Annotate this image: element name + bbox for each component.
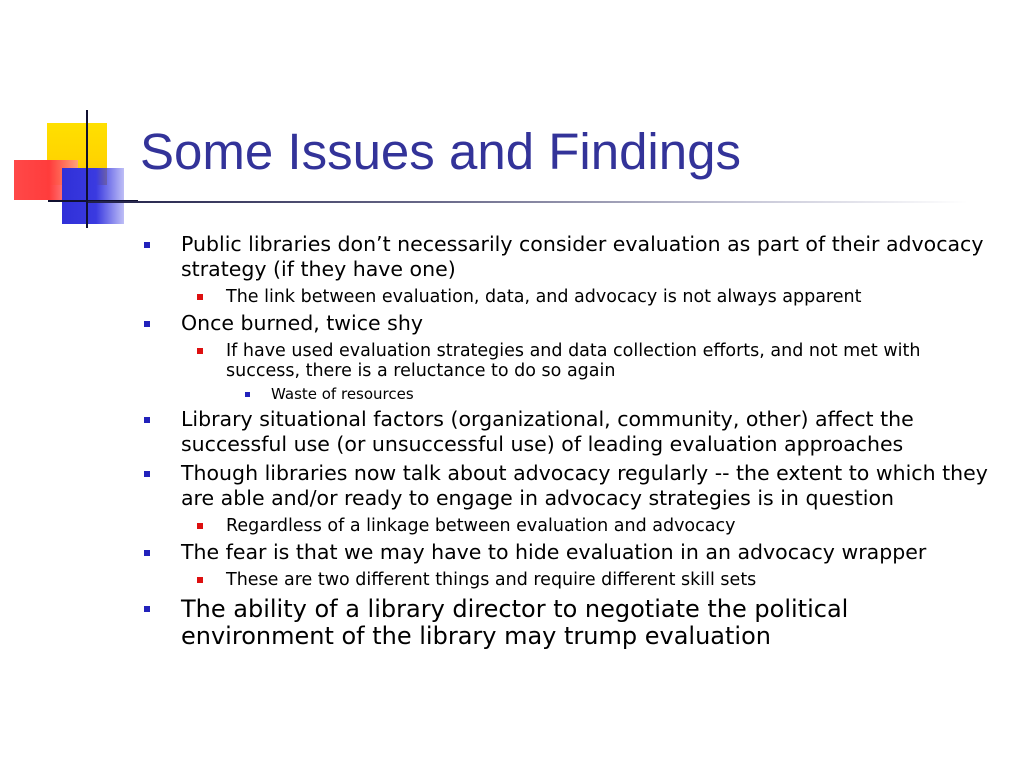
bullet-item: [140, 596, 1000, 650]
bullet-text: Once burned, twice shy: [181, 311, 423, 335]
bullet-text: Waste of resources: [271, 385, 414, 403]
bullet-item: [140, 311, 1000, 336]
slide-bullet-list: [140, 228, 1000, 650]
slide-title: Some Issues and Findings: [140, 123, 741, 180]
bullet-text: Public libraries don’t necessarily consider evaluation as part of their advocacy strategy (if they have one): [181, 232, 984, 281]
bullet-item: [140, 407, 1000, 457]
bullet-text: The link between evaluation, data, and advocacy is not always apparent: [226, 287, 862, 307]
bullet-item: [140, 540, 1000, 565]
title-underline: [88, 201, 968, 203]
bullet-text: Regardless of a linkage between evaluation and advocacy: [226, 516, 736, 536]
bullet-text: These are two different things and require different skill sets: [226, 570, 757, 590]
bullet-text: The fear is that we may have to hide evaluation in an advocacy wrapper: [181, 540, 927, 564]
square-bullet-icon: [144, 417, 150, 423]
sub-sub-bullet-item: [140, 385, 1000, 403]
sub-bullet-item: [140, 341, 1000, 381]
square-bullet-icon: [197, 577, 203, 583]
square-bullet-icon: [197, 294, 203, 300]
bullet-text: Though libraries now talk about advocacy regularly -- the extent to which they are able and/or ready to engage in advocacy strategies is in question: [181, 461, 988, 510]
square-bullet-icon: [144, 471, 150, 477]
square-bullet-icon: [144, 550, 150, 556]
bullet-item: [140, 232, 1000, 282]
vertical-line-decoration: [86, 110, 88, 228]
square-bullet-icon: [144, 242, 150, 248]
square-bullet-icon: [245, 392, 250, 397]
sub-bullet-item: [140, 570, 1000, 590]
square-bullet-icon: [144, 606, 150, 612]
square-bullet-icon: [197, 523, 203, 529]
slide-logo-graphic: [0, 0, 150, 240]
bullet-text: Library situational factors (organizational, community, other) affect the successful use (or unsuccessful use) of leading evaluation approaches: [181, 407, 914, 456]
bullet-item: [140, 461, 1000, 511]
square-bullet-icon: [144, 321, 150, 327]
square-bullet-icon: [197, 348, 203, 354]
sub-bullet-item: [140, 287, 1000, 307]
bullet-text: The ability of a library director to negotiate the political environment of the library may trump evaluation: [181, 595, 849, 650]
bullet-text: If have used evaluation strategies and data collection efforts, and not met with success, there is a reluctance to do so again: [226, 341, 921, 381]
blue-square-decoration: [62, 168, 124, 224]
sub-bullet-item: [140, 516, 1000, 536]
